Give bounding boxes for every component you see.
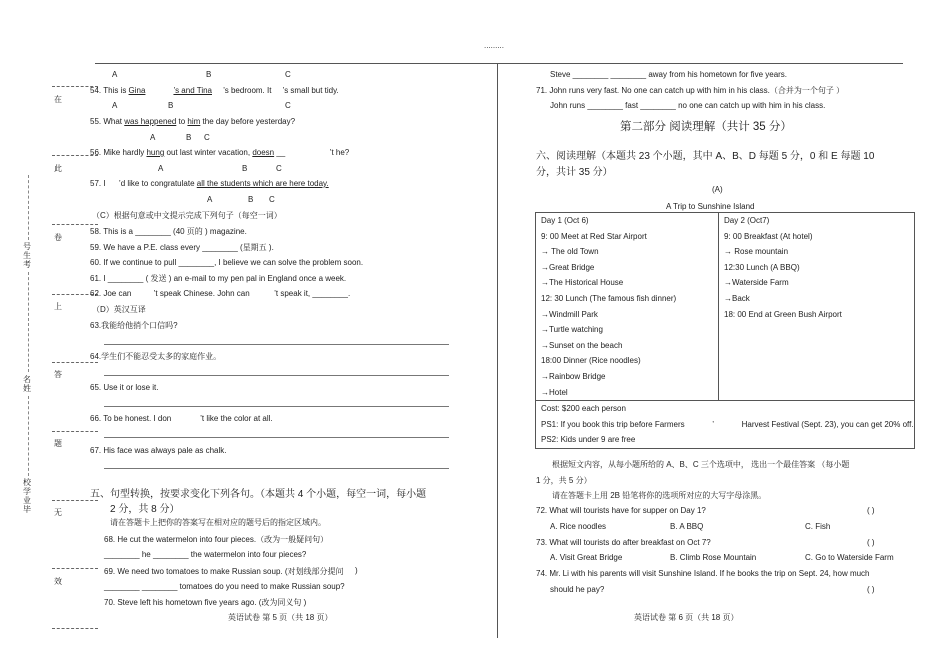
gutter-vertical-rule <box>28 175 30 240</box>
gutter-dash-line <box>52 431 98 432</box>
option-letter: C <box>204 133 210 142</box>
option-letter: A <box>207 195 213 204</box>
ps1-line <box>536 417 914 433</box>
question-69-answer[interactable]: ________ ________ tomatoes do you need to make Russian soup? <box>104 582 345 591</box>
question-68-answer[interactable]: ________ he ________ the watermelon into four pieces? <box>104 550 307 559</box>
q57-pre: 57. I <box>90 179 106 188</box>
school-label: 校学业毕 <box>23 478 31 514</box>
question-57 <box>90 179 329 188</box>
schedule-line: 12:30 Lunch (A BBQ) <box>724 262 800 272</box>
gutter-char: 此 <box>54 164 62 173</box>
q62-c: ’t speak it, ________. <box>274 289 351 298</box>
trip-notes <box>536 401 915 449</box>
schedule-line: 9: 00 Meet at Red Star Airport <box>541 231 647 241</box>
answer-line[interactable] <box>104 344 449 345</box>
question-73: 73. What will tourists do after breakfast on Oct 7? <box>536 538 711 547</box>
page-footer-right: 英语试卷 第 6 页（共 18 页） <box>634 613 739 622</box>
q56-underlined-a: hung <box>146 148 165 157</box>
q73-option-b[interactable]: B. Climb Rose Mountain <box>670 553 757 562</box>
cost-line: Cost: $200 each person <box>541 404 626 414</box>
answer-line[interactable] <box>104 468 449 469</box>
section-5-note: 请在答题卡上把你的答案写在相对应的题号后的指定区域内。 <box>110 518 326 527</box>
schedule-line: →Waterside Farm <box>724 278 789 288</box>
gutter-char: 上 <box>54 302 62 311</box>
header-dots: ......... <box>484 41 505 50</box>
gutter-vertical-rule <box>28 396 30 476</box>
question-69-paren: ) <box>355 566 358 575</box>
reading-instruction-cont: 1 分，共 5 分） <box>536 476 592 485</box>
ps2-line: PS2: Kids under 9 are free <box>541 435 636 445</box>
schedule-line: →The Historical House <box>541 278 624 288</box>
q56-pre: 56. Mike hardly <box>90 148 147 157</box>
schedule-line: →Sunset on the beach <box>541 340 623 350</box>
passage-label: (A) <box>712 185 723 194</box>
gutter-dash-line <box>52 362 98 363</box>
day-1-column <box>536 213 719 401</box>
passage-title: A Trip to Sunshine Island <box>666 202 755 211</box>
name-label: 名姓 <box>23 375 31 393</box>
q55-underlined-b: him <box>187 117 201 126</box>
schedule-line: 18: 00 End at Green Bush Airport <box>724 309 842 319</box>
answer-line[interactable] <box>104 375 449 376</box>
question-74-cont: should he pay? <box>550 585 605 594</box>
schedule-line: →Back <box>724 293 750 303</box>
option-letter: B <box>186 133 192 142</box>
question-67: 67. His face was always pale as chalk. <box>90 446 227 455</box>
schedule-line: Day 2 (Oct7) <box>724 216 770 225</box>
question-54 <box>90 86 339 95</box>
option-letter: A <box>112 70 118 79</box>
section-5-title-cont: 2 分，共 8 分） <box>110 504 180 515</box>
gutter-char: 题 <box>54 439 62 448</box>
option-letter: C <box>285 101 291 110</box>
schedule-line: → Rose mountain <box>724 247 789 257</box>
section-c-title: （C）根据句意或中文提示完成下列句子（每空一词） <box>92 211 282 220</box>
page-footer-left: 英语试卷 第 5 页（共 18 页） <box>228 613 333 622</box>
page-divider <box>497 63 498 638</box>
ps1-part-a: PS1: If you book this trip before Farmers <box>541 419 685 429</box>
question-70: 70. Steve left his hometown five years ago. (改为同义句 ) <box>104 598 307 607</box>
schedule-line: →Hotel <box>541 387 568 397</box>
ps1-apostrophe: ’ <box>712 419 715 429</box>
gutter-dash-line <box>52 224 98 225</box>
ps1-part-b: Harvest Festival (Sept. 23), you can get 20% off. <box>741 419 914 429</box>
question-71-answer[interactable]: John runs ________ fast ________ no one can catch up with him in his class. <box>550 101 826 110</box>
q73-option-a[interactable]: A. Visit Great Bridge <box>550 553 623 562</box>
option-letter: A <box>112 101 118 110</box>
schedule-line: 9: 00 Breakfast (At hotel) <box>724 231 813 241</box>
question-63: 63.我能给他捎个口信吗? <box>90 321 178 330</box>
schedule-line: 12: 30 Lunch (The famous fish dinner) <box>541 293 677 303</box>
schedule-line: →Rainbow Bridge <box>541 371 606 381</box>
answer-bracket[interactable]: ( ) <box>867 585 875 594</box>
option-letter: B <box>242 164 248 173</box>
question-69: 69. We need two tomatoes to make Russian soup. (对划线部分提问 <box>104 567 344 576</box>
question-61: 61. I ________ ( 发送 ) an e-mail to my pen pal in England once a week. <box>90 274 347 283</box>
gutter-char: 卷 <box>54 233 62 242</box>
option-letter: B <box>248 195 254 204</box>
question-66 <box>90 414 273 423</box>
schedule-line: →Turtle watching <box>541 325 603 335</box>
schedule-line: →Great Bridge <box>541 262 595 272</box>
q56-blank: __ <box>274 148 286 157</box>
q62-b: ’t speak Chinese. John can <box>153 289 250 298</box>
question-64: 64.学生们不能忍受太多的家庭作业。 <box>90 352 222 361</box>
question-60: 60. If we continue to pull ________, I believe we can solve the problem soon. <box>90 258 364 267</box>
option-letter: C <box>269 195 275 204</box>
question-68: 68. He cut the watermelon into four pieces.（改为一般疑问句） <box>104 535 329 544</box>
question-55 <box>90 117 295 126</box>
section-6-title-cont: 分，共计 35 分） <box>536 167 613 178</box>
gutter-char: 答 <box>54 370 62 379</box>
option-letter: B <box>206 70 212 79</box>
reading-instruction: 根据短文内容，从每小题所给的 A、B、C 三个选项中， 选出一个最佳答案 （每小题 <box>552 460 850 469</box>
q54-underlined-a: Gina <box>128 86 146 95</box>
trip-schedule-table <box>535 212 915 449</box>
part-2-title: 第二部分 阅读理解（共计 35 分） <box>620 121 792 133</box>
section-6-title: 六、阅读理解（本题共 23 个小题，其中 A、B、D 每题 5 分，0 和 E 每题 10 <box>536 151 875 162</box>
schedule-line: → The old Town <box>541 247 599 257</box>
gutter-dash-line <box>52 500 98 501</box>
q56-mid: out last winter vacation, <box>164 148 253 157</box>
option-letter: C <box>276 164 282 173</box>
answer-line[interactable] <box>104 406 449 407</box>
question-65: 65. Use it or lose it. <box>90 383 159 392</box>
q66-a: 66. To be honest. I don <box>90 414 172 423</box>
gutter-dash-line <box>52 628 98 629</box>
question-58: 58. This is a ________ (40 页的 ) magazine. <box>90 227 247 236</box>
q54-pre: 54. This is <box>90 86 129 95</box>
q55-pre: 55. What <box>90 117 125 126</box>
section-5-title: 五、句型转换，按要求变化下列各句。（本题共 4 个小题，每空一词，每小题 <box>90 489 427 500</box>
option-letter: A <box>150 133 156 142</box>
q54-end: ’s small but tidy. <box>282 86 339 95</box>
q57-underlined-a: all the students <box>196 179 251 188</box>
q62-a: 62. Joe can <box>90 289 132 298</box>
q66-b: ’t like the color at all. <box>200 414 273 423</box>
q72-option-a[interactable]: A. Rice noodles <box>550 522 607 531</box>
exam-number-label: 号生考 <box>23 242 31 269</box>
gutter-char: 效 <box>54 577 62 586</box>
answer-bracket[interactable]: ( ) <box>867 538 875 547</box>
q55-underlined-a: was happened <box>124 117 177 126</box>
answer-line[interactable] <box>104 437 449 438</box>
option-letter: A <box>158 164 164 173</box>
q55-end: the day before yesterday? <box>200 117 296 126</box>
gutter-vertical-rule <box>28 272 30 372</box>
option-letter: B <box>168 101 174 110</box>
question-62 <box>90 289 350 298</box>
schedule-line: →Windmill Park <box>541 309 598 319</box>
question-70-answer[interactable]: Steve ________ ________ away from his hometown for five years. <box>550 70 788 79</box>
q56-underlined-b: doesn <box>252 148 275 157</box>
schedule-line: 18:00 Dinner (Rice noodles) <box>541 356 641 366</box>
question-59: 59. We have a P.E. class every ________ (星期五 ). <box>90 243 274 252</box>
q56-end: ’t he? <box>329 148 350 157</box>
question-72: 72. What will tourists have for supper on Day 1? <box>536 506 706 515</box>
q55-mid: to <box>176 117 188 126</box>
q54-underlined-b: ’s and Tina <box>173 86 212 95</box>
top-rule <box>95 63 903 64</box>
day-2-column <box>719 213 915 401</box>
question-74: 74. Mr. Li with his parents will visit Sunshine Island. If he books the trip on Sept. 24, how much <box>536 569 870 578</box>
q57-underlined-b: which are here today. <box>250 179 329 188</box>
q73-option-c[interactable]: C. Go to Waterside Farm <box>805 553 894 562</box>
answer-bracket[interactable]: ( ) <box>867 506 875 515</box>
gutter-dash-line <box>52 568 98 569</box>
q57-mid: ’d like to congratulate <box>118 179 197 188</box>
schedule-line: Day 1 (Oct 6) <box>541 216 589 225</box>
gutter-char: 无 <box>54 508 62 517</box>
q72-option-c[interactable]: C. Fish <box>805 522 831 531</box>
q54-mid: ’s bedroom. It <box>223 86 272 95</box>
question-56 <box>90 148 349 157</box>
gutter-char: 在 <box>54 95 62 104</box>
q72-option-b[interactable]: B. A BBQ <box>670 522 704 531</box>
option-letter: C <box>285 70 291 79</box>
question-71: 71. John runs very fast. No one can catch up with him in his class.（合并为一个句子 ） <box>536 86 845 95</box>
reading-instruction-note: 请在答题卡上用 2B 铅笔将你的选项所对应的大写字母涂黑。 <box>552 491 767 500</box>
section-d-title: （D）英汉互译 <box>92 305 146 314</box>
